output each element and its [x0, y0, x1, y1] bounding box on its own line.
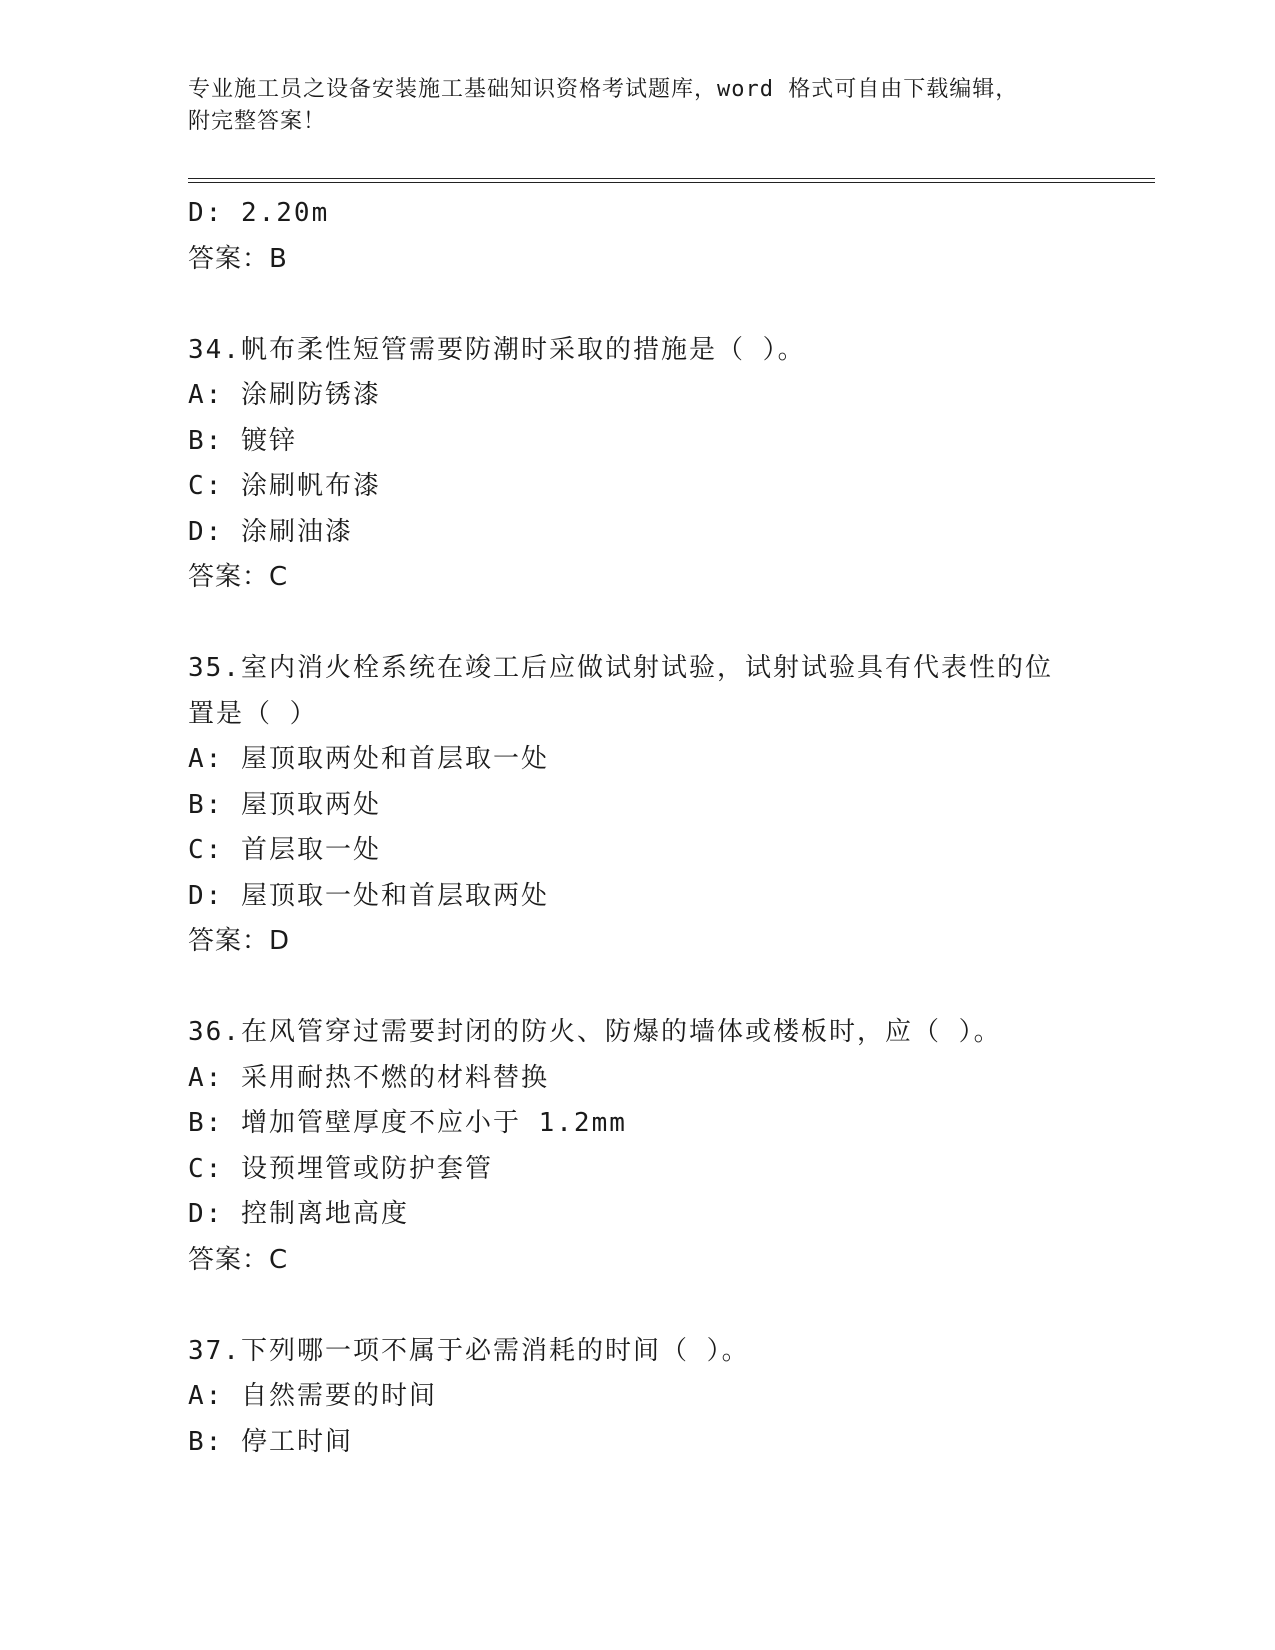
option-c: C: 设预埋管或防护套管	[188, 1153, 493, 1184]
option-d: D: 涂刷油漆	[188, 516, 353, 547]
document-header	[188, 74, 1088, 138]
question-stem-line-2: 置是（ ）	[188, 698, 318, 729]
question-36	[188, 1010, 1155, 1283]
header-divider-top	[188, 178, 1155, 179]
header-divider-bottom	[188, 182, 1155, 183]
spacer	[188, 1283, 1155, 1329]
option-c: C: 首层取一处	[188, 835, 381, 865]
answer: 答案：D	[188, 926, 291, 956]
option-a: A: 自然需要的时间	[188, 1381, 437, 1411]
option-a: A: 屋顶取两处和首层取一处	[188, 744, 549, 774]
answer: 答案：C	[188, 562, 289, 592]
answer: 答案：C	[188, 1244, 289, 1275]
question-stem-line-1: 35.室内消火栓系统在竣工后应做试射试验，试射试验具有代表性的位	[188, 653, 1053, 683]
spacer	[188, 601, 1155, 647]
option-b: B: 屋顶取两处	[188, 789, 381, 820]
option-a: A: 采用耐热不燃的材料替换	[188, 1062, 549, 1093]
header-line-1: 专业施工员之设备安装施工基础知识资格考试题库，word 格式可自由下载编辑，	[188, 77, 1019, 102]
option-c: C: 涂刷帆布漆	[188, 471, 381, 501]
spacer	[188, 965, 1155, 1011]
option-b: B: 停工时间	[188, 1426, 353, 1457]
option-d: D: 控制离地高度	[188, 1199, 409, 1229]
option-d: D: 屋顶取一处和首层取两处	[188, 880, 549, 911]
question-37	[188, 1329, 1155, 1466]
spacer	[188, 282, 1155, 328]
question-stem: 36.在风管穿过需要封闭的防火、防爆的墙体或楼板时，应（ ）。	[188, 1017, 1002, 1047]
option-b: B: 增加管壁厚度不应小于 1.2mm	[188, 1108, 627, 1138]
question-35	[188, 646, 1155, 965]
question-34	[188, 328, 1155, 601]
option-b: B: 镀锌	[188, 425, 297, 456]
question-stem: 34.帆布柔性短管需要防潮时采取的措施是（ ）。	[188, 334, 806, 365]
option-a: A: 涂刷防锈漆	[188, 380, 381, 410]
question-stem: 37.下列哪一项不属于必需消耗的时间（ ）。	[188, 1335, 750, 1366]
answer-prev: 答案：B	[188, 243, 288, 274]
option-d-prev: D: 2.20m	[188, 198, 330, 228]
header-line-2: 附完整答案！	[188, 109, 327, 134]
question-list	[188, 191, 1155, 1465]
